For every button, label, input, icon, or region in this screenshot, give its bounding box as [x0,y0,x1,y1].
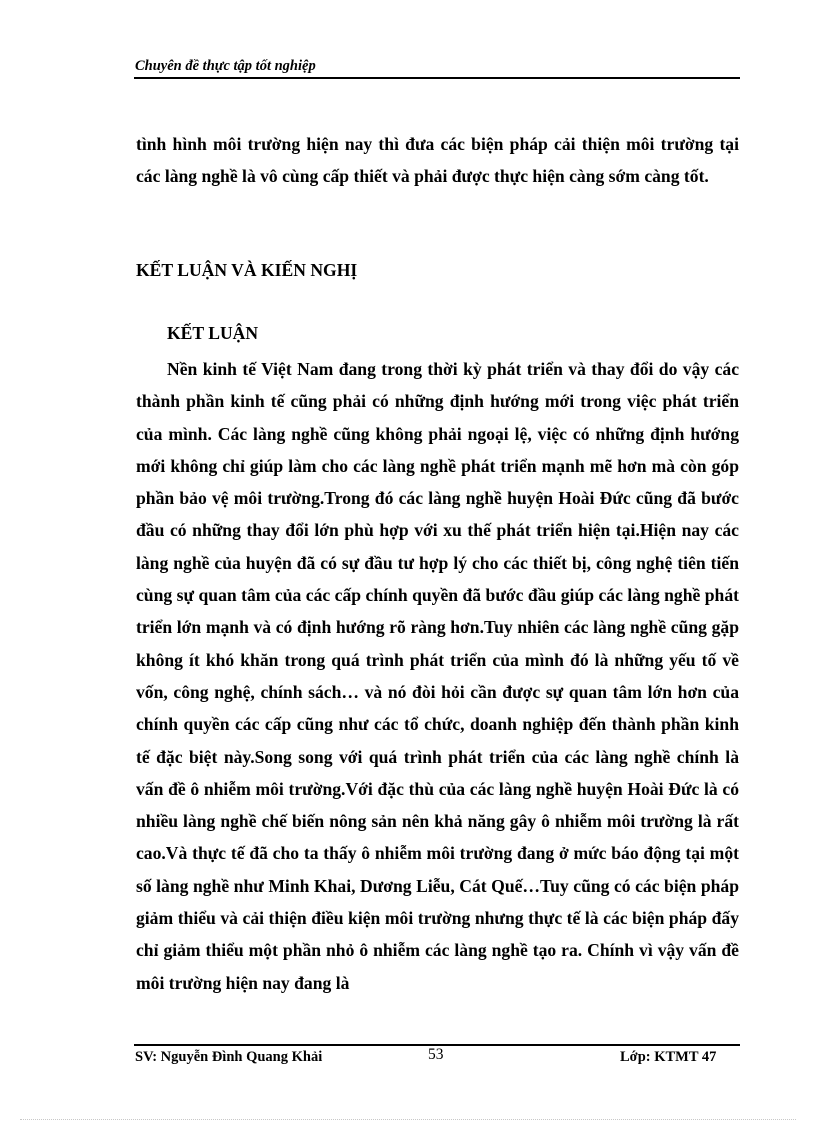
footer-student: SV: Nguyễn Đình Quang Khải [135,1049,323,1065]
page-edge [20,1119,796,1120]
section-heading: KẾT LUẬN VÀ KIẾN NGHỊ [136,260,358,280]
running-header: Chuyên đề thực tập tốt nghiệp [135,58,316,74]
body-paragraph: Nền kinh tế Việt Nam đang trong thời kỳ phát triển và thay đổi do vậy các thành phần kinh tế cũng phải có những định hướng mới trong việc phát triển của mình. Các làng nghề cũng không phải ngoại lệ, việc có những định hướng mới không chỉ giúp làm cho các làng nghề phát triển mạnh mẽ hơn mà còn góp phần bảo vệ môi trường.Trong đó các làng nghề huyện Hoài Đức cũng đã bước đầu có những thay đổi lớn phù hợp với xu thế phát triển hiện tại.Hiện nay các làng nghề của huyện đã có sự đầu tư hợp lý cho các thiết bị, công nghệ tiên tiến cùng sự quan tâm của các cấp chính quyền đã bước đầu giúp các làng nghề phát triển lớn mạnh và có định hướng rõ ràng hơn.Tuy nhiên các làng nghề cũng gặp không ít khó khăn trong quá trình phát triển của mình đó là những yếu tố về vốn, công nghệ, chính sách… và nó đòi hỏi cần được sự quan tâm lớn hơn của chính quyền các cấp cũng như các tổ chức, doanh nghiệp đến thành phần kinh tế đặc biệt này.Song song với quá trình phát triển của các làng nghề chính là vấn đề ô nhiễm môi trường.Với đặc thù của các làng nghề huyện Hoài Đức là có nhiều làng nghề chế biến nông sản nên khả năng gây ô nhiễm môi trường là rất cao.Và thực tế đã cho ta thấy ô nhiễm môi trường đang ở mức báo động tại một số làng nghề như Minh Khai, Dương Liễu, Cát Quế…Tuy cũng có các biện pháp giảm thiểu và cải thiện điều kiện môi trường nhưng thực tế là các biện pháp đấy chỉ giảm thiểu một phần nhỏ ô nhiễm các làng nghề tạo ra. Chính vì vậy vấn đề môi trường hiện nay đang là [136,359,739,993]
subsection-heading: KẾT LUẬN [167,323,259,343]
footer-class: Lớp: KTMT 47 [620,1049,717,1065]
intro-paragraph: tình hình môi trường hiện nay thì đưa các biện pháp cải thiện môi trường tại các làng nghề là vô cùng cấp thiết và phải được thực hiện càng sớm càng tốt. [136,134,739,187]
header-rule [134,77,740,79]
page-number: 53 [428,1046,444,1063]
